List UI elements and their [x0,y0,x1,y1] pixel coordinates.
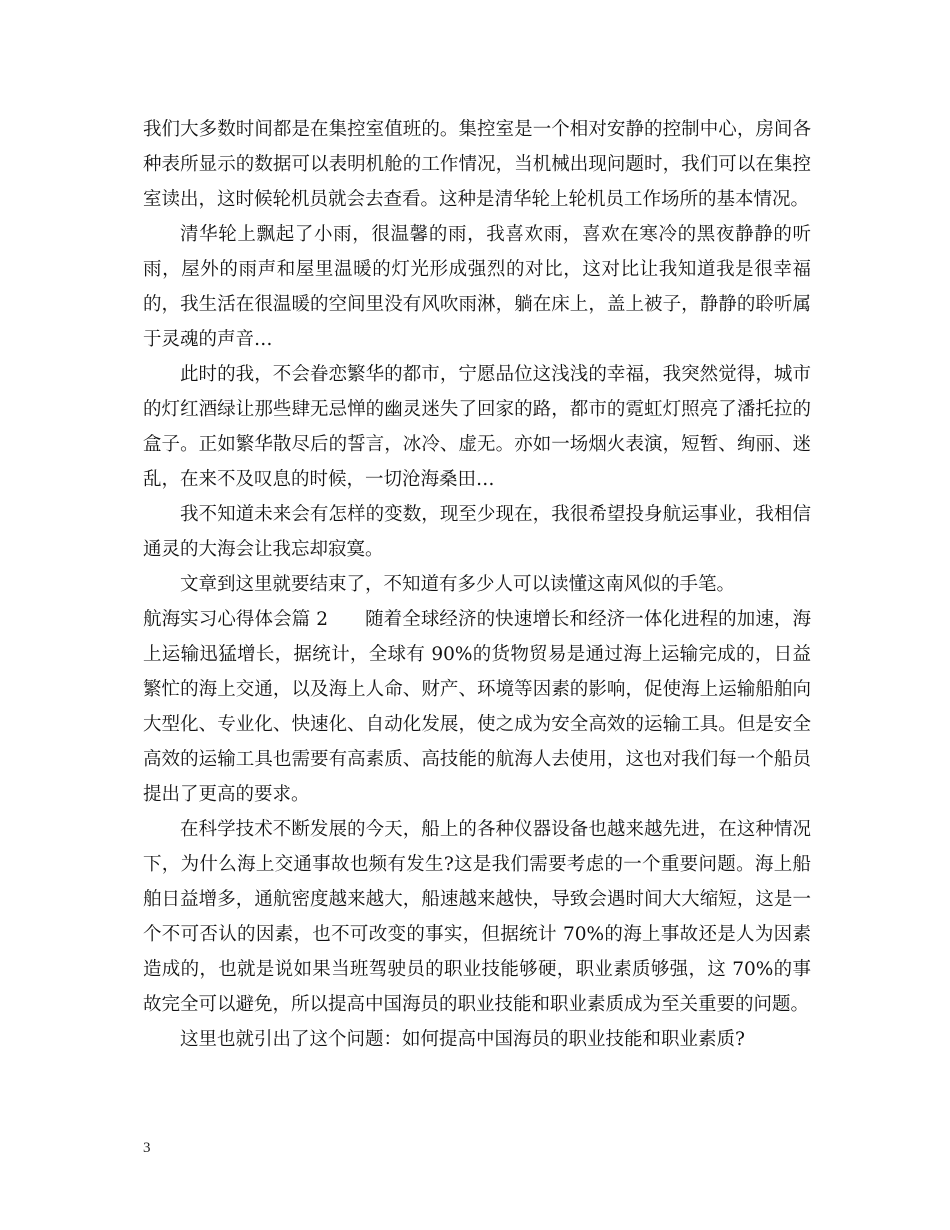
section-heading: 航海实习心得体会篇 2 [143,609,328,630]
section-intro-paragraph [143,602,811,812]
document-body [143,112,811,1057]
section-paragraph-2: 在科学技术不断发展的今天，船上的各种仪器设备也越来越先进，在这种情况下，为什么海上交通事故也频有发生?这是我们需要考虑的一个重要问题。海上船舶日益增多，通航密度越来越大，船速越来越快，导致会遇时间大大缩短，这是一个不可否认的因素，也不可改变的事实，但据统计 70%的海上事故还是人为因素造成的，也就是说如果当班驾驶员的职业技能够硬，职业素质够强，这 70%的事故完全可以避免，所以提高中国海员的职业技能和职业素质成为至关重要的问题。 [143,819,811,1015]
page-number: 3 [143,1140,151,1156]
paragraph-4: 我不知道未来会有怎样的变数，现至少现在，我很希望投身航运事业，我相信通灵的大海会让我忘却寂寞。 [143,504,811,560]
section-paragraph-1: 随着全球经济的快速增长和经济一体化进程的加速，海上运输迅猛增长，据统计，全球有 90%的货物贸易是通过海上运输完成的，日益繁忙的海上交通，以及海上人命、财产、环境等因素的影响，促使海上运输船舶向大型化、专业化、快速化、自动化发展，使之成为安全高效的运输工具。但是安全高效的运输工具也需要有高素质、高技能的航海人去使用，这也对我们每一个船员提出了更高的要求。 [143,609,811,805]
paragraph-2: 清华轮上飘起了小雨，很温馨的雨，我喜欢雨，喜欢在寒冷的黑夜静静的听雨，屋外的雨声和屋里温暖的灯光形成强烈的对比，这对比让我知道我是很幸福的，我生活在很温暖的空间里没有风吹雨淋，躺在床上，盖上被子，静静的聆听属于灵魂的声音… [143,224,811,350]
paragraph-3: 此时的我，不会眷恋繁华的都市，宁愿品位这浅浅的幸福，我突然觉得，城市的灯红酒绿让那些肆无忌惮的幽灵迷失了回家的路，都市的霓虹灯照亮了潘托拉的盒子。正如繁华散尽后的誓言，冰冷、虚无。亦如一场烟火表演，短暂、绚丽、迷乱，在来不及叹息的时候，一切沧海桑田… [143,364,811,490]
paragraph-5: 文章到这里就要结束了，不知道有多少人可以读懂这南风似的手笔。 [180,574,736,595]
section-paragraph-3: 这里也就引出了这个问题：如何提高中国海员的职业技能和职业素质? [180,1029,745,1050]
paragraph-1: 我们大多数时间都是在集控室值班的。集控室是一个相对安静的控制中心，房间各种表所显示的数据可以表明机舱的工作情况，当机械出现问题时，我们可以在集控室读出，这时候轮机员就会去查看。这种是清华轮上轮机员工作场所的基本情况。 [143,119,811,210]
